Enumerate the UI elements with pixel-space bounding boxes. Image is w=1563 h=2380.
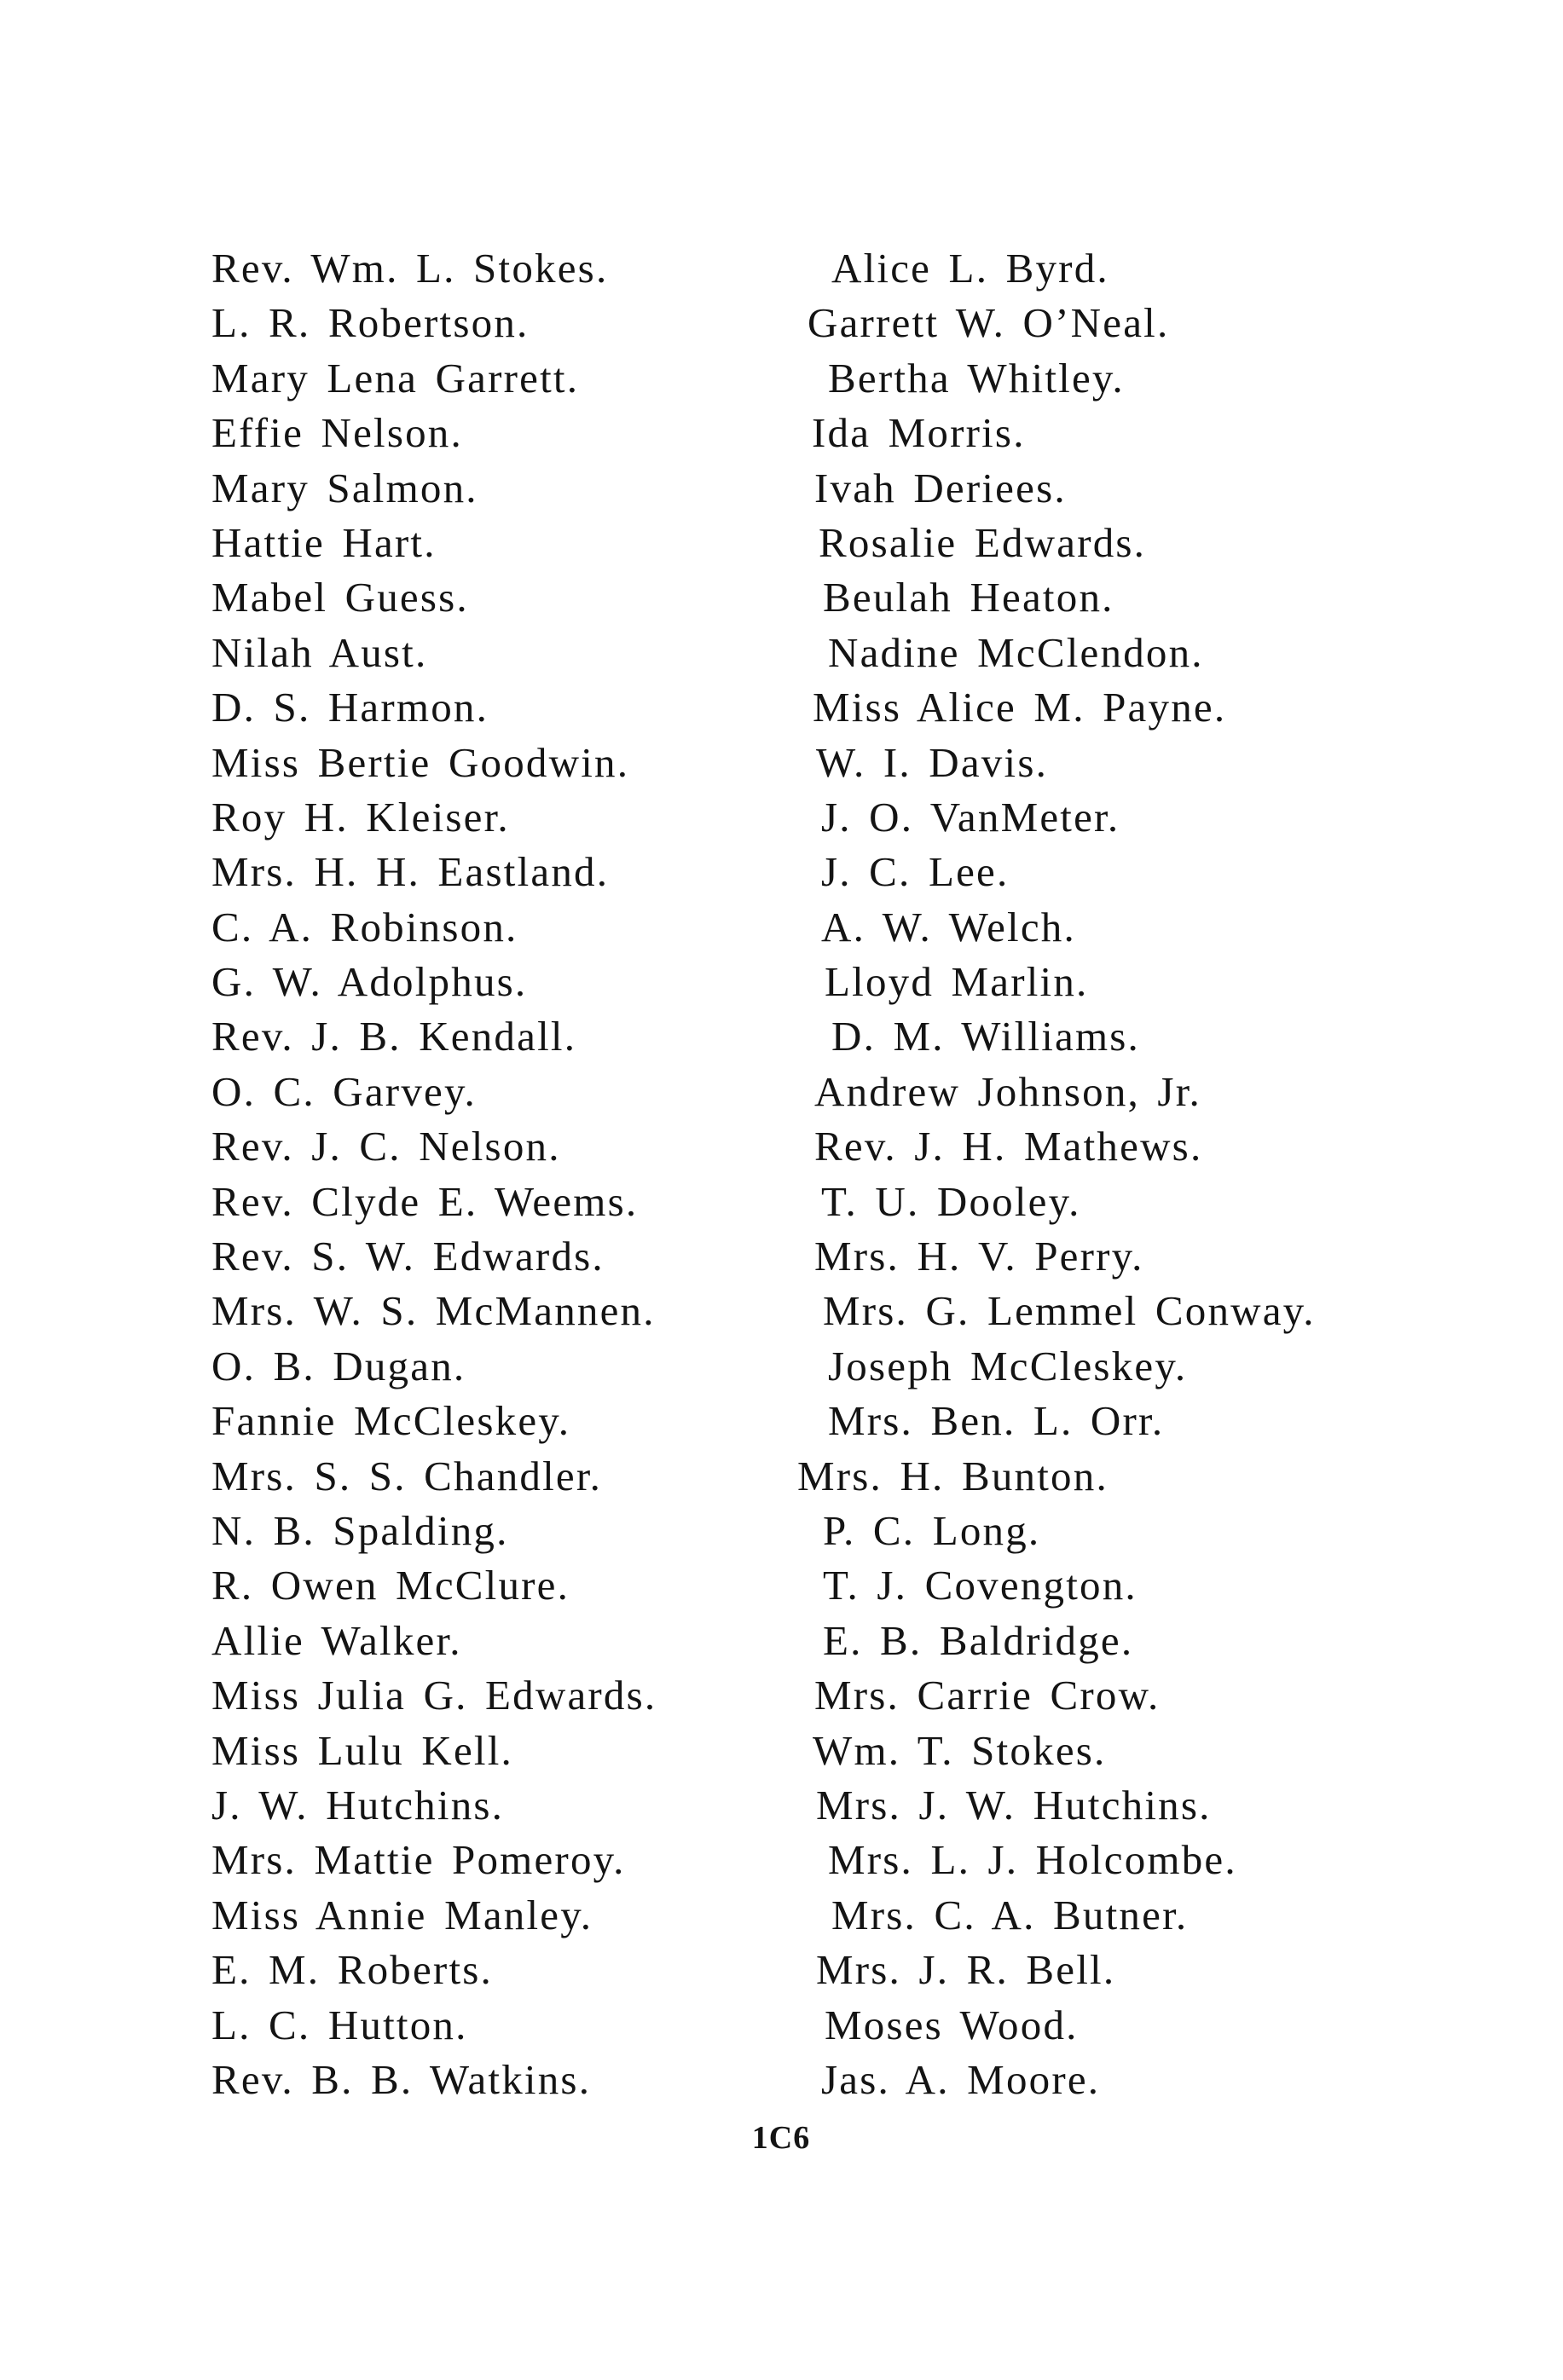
name-entry: T. J. Covengton. <box>823 1562 1138 1609</box>
name-entry: J. C. Lee. <box>821 848 1010 896</box>
name-entry: Mrs. L. J. Holcombe. <box>828 1836 1237 1884</box>
name-entry: Roy H. Kleiser. <box>211 793 510 841</box>
name-entry: Joseph McCleskey. <box>828 1342 1188 1389</box>
name-entry: Wm. T. Stokes. <box>813 1726 1107 1774</box>
name-entry: Rev. B. B. Watkins. <box>211 2055 592 2103</box>
right-name-column <box>797 241 1445 2107</box>
name-entry: Mary Salmon. <box>211 464 478 511</box>
name-entry: O. B. Dugan. <box>211 1342 466 1389</box>
name-entry: Garrett W. O’Neal. <box>808 299 1170 347</box>
left-name-column <box>211 241 757 2107</box>
name-entry: Lloyd Marlin. <box>825 958 1089 1006</box>
name-entry: Rev. Wm. L. Stokes. <box>211 245 609 292</box>
name-entry: Rev. J. H. Mathews. <box>814 1123 1203 1170</box>
name-entry: Ivah Deriees. <box>814 464 1067 511</box>
name-entry: G. W. Adolphus. <box>211 958 528 1006</box>
name-entry: J. O. VanMeter. <box>821 793 1120 841</box>
name-entry: Fannie McCleskey. <box>211 1397 571 1445</box>
name-entry: Mary Lena Garrett. <box>211 354 580 401</box>
name-entry: E. B. Baldridge. <box>823 1616 1134 1664</box>
name-entry: Rev. J. C. Nelson. <box>211 1123 561 1170</box>
name-entry: T. U. Dooley. <box>821 1177 1081 1225</box>
name-entry: Mrs. H. V. Perry. <box>814 1233 1144 1280</box>
name-entry: Jas. A. Moore. <box>821 2055 1101 2103</box>
name-entry: Ida Morris. <box>812 409 1026 457</box>
name-entry: Miss Lulu Kell. <box>211 1726 513 1774</box>
name-entry: Bertha Whitley. <box>828 354 1125 401</box>
name-entry: Effie Nelson. <box>211 409 463 457</box>
name-entry: L. R. Robertson. <box>211 299 530 347</box>
name-entry: Mrs. J. R. Bell. <box>816 1946 1116 1994</box>
name-entry: Miss Julia G. Edwards. <box>211 1672 657 1719</box>
name-entry: Nilah Aust. <box>211 628 428 676</box>
name-entry: J. W. Hutchins. <box>211 1781 505 1828</box>
name-entry: P. C. Long. <box>823 1506 1041 1554</box>
name-entry: Mrs. C. A. Butner. <box>831 1891 1189 1938</box>
name-entry: E. M. Roberts. <box>211 1946 493 1994</box>
name-entry: A. W. Welch. <box>821 903 1076 950</box>
name-entry: Mrs. H. Bunton. <box>797 1452 1109 1499</box>
name-entry: Rev. Clyde E. Weems. <box>211 1177 639 1225</box>
name-entry: Nadine McClendon. <box>828 628 1204 676</box>
name-entry: Andrew Johnson, Jr. <box>814 1067 1201 1115</box>
name-entry: Mrs. Ben. L. Orr. <box>828 1397 1165 1445</box>
name-entry: C. A. Robinson. <box>211 903 518 950</box>
page-number: 1C6 <box>751 2120 811 2156</box>
name-entry: Mrs. W. S. McMannen. <box>211 1287 656 1335</box>
name-entry: Rev. J. B. Kendall. <box>211 1013 577 1060</box>
name-entry: Mrs. H. H. Eastland. <box>211 848 610 896</box>
name-entry: Miss Alice M. Payne. <box>813 684 1227 731</box>
name-entry: Miss Annie Manley. <box>211 1891 593 1938</box>
name-entry: Alice L. Byrd. <box>831 245 1109 292</box>
name-entry: Mrs. J. W. Hutchins. <box>816 1781 1212 1828</box>
name-entry: Rosalie Edwards. <box>819 518 1147 566</box>
name-entry: Miss Bertie Goodwin. <box>211 738 630 786</box>
name-entry: Mrs. S. S. Chandler. <box>211 1452 603 1499</box>
name-entry: N. B. Spalding. <box>211 1506 509 1554</box>
name-entry: W. I. Davis. <box>816 738 1049 786</box>
name-entry: Rev. S. W. Edwards. <box>211 1233 605 1280</box>
name-entry: Moses Wood. <box>825 2001 1079 2048</box>
name-entry: Mrs. Mattie Pomeroy. <box>211 1836 626 1884</box>
name-entry: L. C. Hutton. <box>211 2001 468 2048</box>
name-entry: D. S. Harmon. <box>211 684 489 731</box>
name-entry: Allie Walker. <box>211 1616 462 1664</box>
name-entry: O. C. Garvey. <box>211 1067 477 1115</box>
name-entry: Mabel Guess. <box>211 574 469 621</box>
name-entry: R. Owen McClure. <box>211 1562 570 1609</box>
name-entry: Mrs. G. Lemmel Conway. <box>823 1287 1316 1335</box>
name-entry: Hattie Hart. <box>211 518 437 566</box>
name-entry: Mrs. Carrie Crow. <box>814 1672 1161 1719</box>
name-entry: Beulah Heaton. <box>823 574 1114 621</box>
name-entry: D. M. Williams. <box>831 1013 1140 1060</box>
